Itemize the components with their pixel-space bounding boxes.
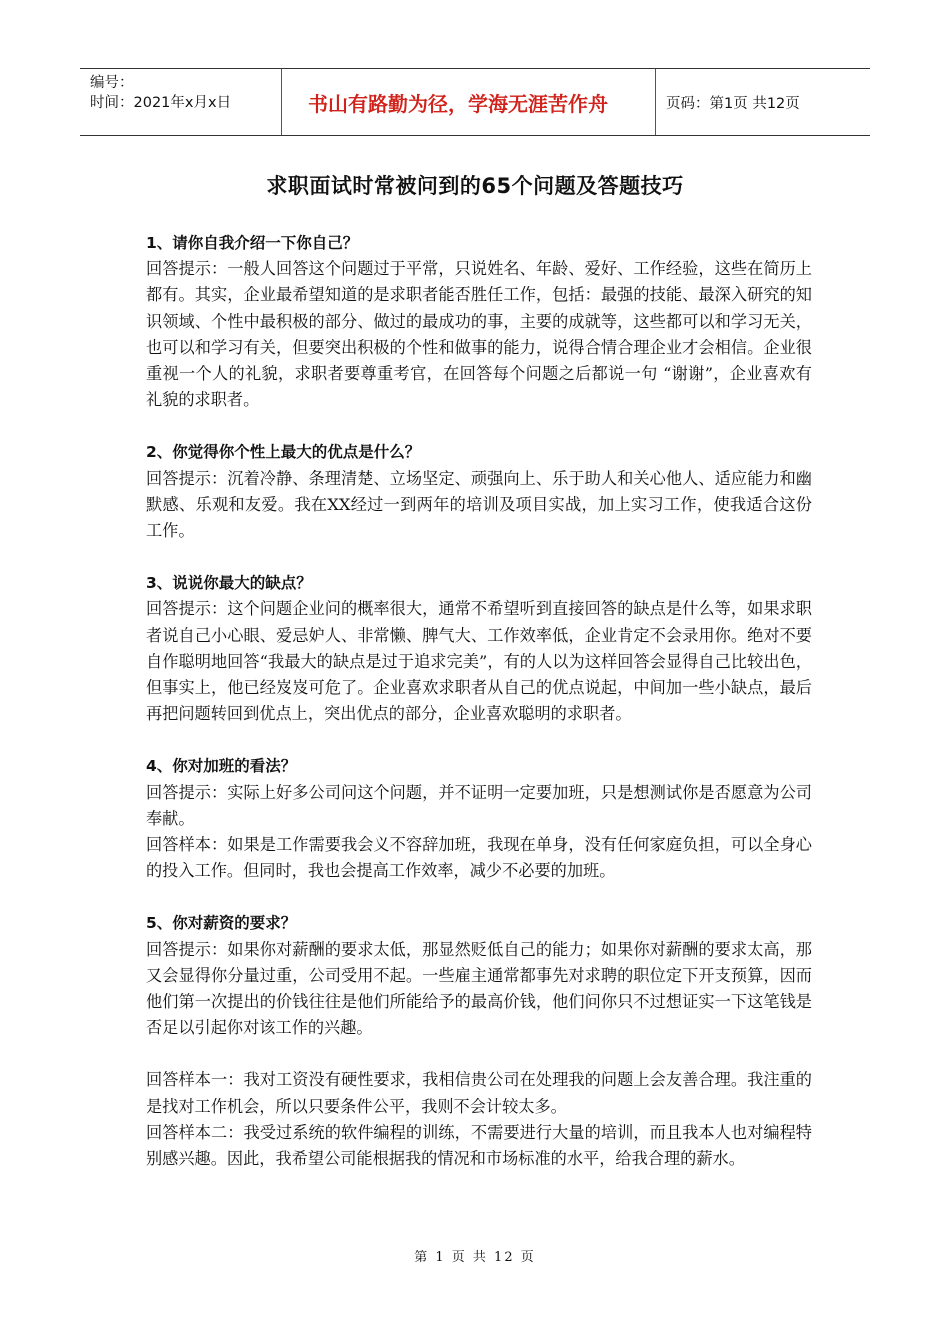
answer-paragraph: 回答提示：实际上好多公司问这个问题，并不证明一定要加班，只是想测试你是否愿意为公司奉献。 — [146, 782, 812, 828]
question-section-1 — [146, 230, 812, 413]
question-section-3 — [146, 570, 812, 727]
answer-sample-paragraph: 回答样本：如果是工作需要我会义不容辞加班，我现在单身，没有任何家庭负担，可以全身心的投入工作。但同时，我也会提高工作效率，减少不必要的加班。 — [146, 835, 812, 881]
header-meta — [80, 69, 282, 135]
number-label: 编号： — [90, 75, 134, 91]
question-section-4 — [146, 753, 812, 884]
question-heading: 5、你对薪资的要求？ — [146, 914, 297, 933]
document-title: 求职面试时常被问到的65个问题及答题技巧 — [266, 174, 684, 198]
answer-sample-paragraph: 回答样本一：我对工资没有硬性要求，我相信贵公司在处理我的问题上会友善合理。我注重的是找对工作机会，所以只要条件公平，我则不会计较太多。 — [146, 1070, 812, 1116]
question-heading: 2、你觉得你个性上最大的优点是什么？ — [146, 443, 421, 462]
answer-paragraph: 回答提示：这个问题企业问的概率很大，通常不希望听到直接回答的缺点是什么等，如果求职者说自己小心眼、爱忌妒人、非常懒、脾气大、工作效率低，企业肯定不会录用你。绝对不要自作聪明地回答“我最大的缺点是过于追求完美”，有的人以为这样回答会显得自己比较出色，但事实上，他已经岌岌可危了。企业喜欢求职者从自己的优点说起，中间加一些小缺点，最后再把问题转回到优点上，突出优点的部分，企业喜欢聪明的求职者。 — [146, 599, 812, 724]
question-heading: 3、说说你最大的缺点？ — [146, 574, 312, 593]
answer-sample-paragraph: 回答样本二：我受过系统的软件编程的训练，不需要进行大量的培训，而且我本人也对编程特别感兴趣。因此，我希望公司能根据我的情况和市场标准的水平，给我合理的薪水。 — [146, 1122, 812, 1169]
page-footer: 第 1 页 共 12 页 — [414, 1250, 536, 1265]
answer-paragraph: 回答提示：一般人回答这个问题过于平常，只说姓名、年龄、爱好、工作经验，这些在简历上都有。其实，企业最希望知道的是求职者能否胜任工作，包括：最强的技能、最深入研究的知识领域、个性中最积极的部分、做过的最成功的事，主要的成就等，这些都可以和学习无关，也可以和学习有关，但要突出积极的个性和做事的能力，说得合情合理企业才会相信。企业很重视一个人的礼貌，求职者要尊重考官，在回答每个问题之后都说一句 “谢谢”，企业喜欢有礼貌的求职者。 — [146, 259, 812, 410]
document-body — [146, 230, 812, 1198]
answer-paragraph: 回答提示：如果你对薪酬的要求太低，那显然贬低自己的能力；如果你对薪酬的要求太高，那又会显得你分量过重，公司受用不起。一些雇主通常都事先对求聘的职位定下开支预算，因而他们第一次提出的价钱往往是他们所能给予的最高价钱，他们问你只不过想证实一下这笔钱是否足以引起你对该工作的兴趣。 — [146, 939, 812, 1038]
header-motto: 书山有路勤为径，学海无涯苦作舟 — [282, 69, 656, 135]
paragraph-spacer — [146, 1041, 812, 1067]
question-section-2 — [146, 439, 812, 544]
page-header — [80, 68, 870, 136]
answer-paragraph: 回答提示：沉着冷静、条理清楚、立场坚定、顽强向上、乐于助人和关心他人、适应能力和幽默感、乐观和友爱。我在XX经过一到两年的培训及项目实战，加上实习工作，使我适合这份工作。 — [146, 468, 812, 541]
header-page-info: 页码：第1页 共12页 — [666, 95, 800, 112]
time-label: 时间：2021年x月x日 — [90, 95, 232, 111]
question-heading: 1、请你自我介绍一下你自己？ — [146, 234, 359, 252]
question-section-5 — [146, 910, 812, 1172]
question-heading: 4、你对加班的看法？ — [146, 757, 297, 776]
